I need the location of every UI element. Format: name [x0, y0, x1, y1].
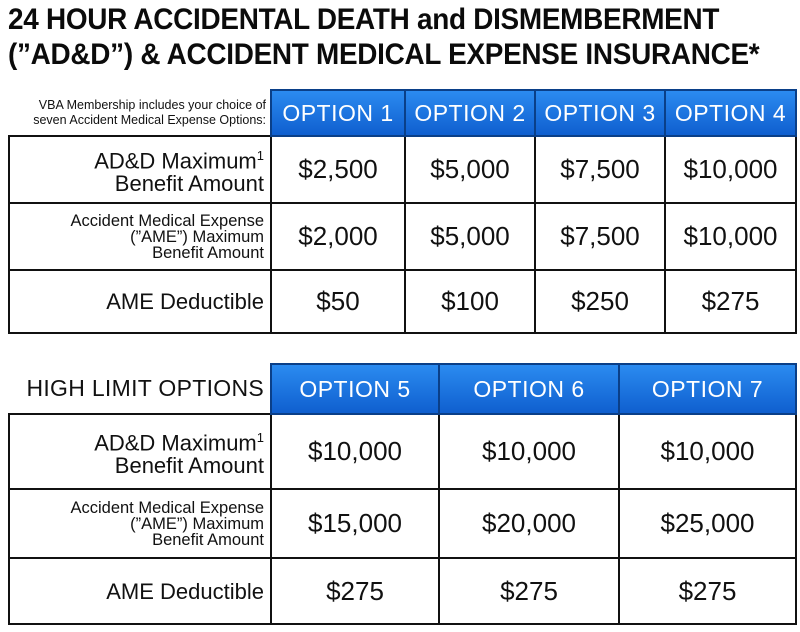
cell-value: $20,000: [439, 489, 619, 558]
header-option-7: OPTION 7: [619, 364, 796, 414]
row-label-line: (”AME”) Maximum: [130, 227, 264, 246]
cell-value: $10,000: [439, 414, 619, 489]
cell-value: $7,500: [535, 203, 665, 270]
intro-line-1: VBA Membership includes your choice of: [38, 97, 266, 112]
cell-value: $275: [665, 270, 796, 333]
header-option-5: OPTION 5: [271, 364, 439, 414]
header-option-1: OPTION 1: [271, 90, 405, 136]
header-option-3: OPTION 3: [535, 90, 665, 136]
row-label-add-maximum: [9, 136, 271, 203]
cell-value: $2,000: [271, 203, 405, 270]
cell-value: $275: [619, 558, 796, 624]
row-label-line: (”AME”) Maximum: [130, 514, 264, 533]
cell-value: $50: [271, 270, 405, 333]
header-option-4: OPTION 4: [665, 90, 796, 136]
footnote-marker: 1: [256, 147, 264, 163]
intro-text: [9, 90, 271, 136]
table-row: [9, 489, 796, 558]
row-label-line: Accident Medical Expense: [70, 498, 264, 517]
title-line-2: (”AD&D”) & ACCIDENT MEDICAL EXPENSE INSURANCE*: [8, 38, 760, 71]
header-row: [9, 90, 796, 136]
table-row: [9, 414, 796, 489]
section-label-high-limit: HIGH LIMIT OPTIONS: [26, 375, 264, 401]
row-label-line: AD&D Maximum: [94, 430, 257, 456]
options-table-standard: [8, 89, 797, 334]
options-table-high-limit: [8, 363, 797, 625]
cell-value: $7,500: [535, 136, 665, 203]
cell-value: $100: [405, 270, 535, 333]
table-row: [9, 136, 796, 203]
footnote-marker: 1: [256, 429, 264, 445]
cell-value: $2,500: [271, 136, 405, 203]
cell-value: $10,000: [665, 203, 796, 270]
cell-value: $275: [439, 558, 619, 624]
row-label-line: Benefit Amount: [152, 530, 264, 549]
cell-value: $275: [271, 558, 439, 624]
row-label-line: Benefit Amount: [114, 453, 264, 479]
table-row: [9, 558, 796, 624]
row-label-line: AD&D Maximum: [94, 148, 257, 174]
row-label-line: Accident Medical Expense: [70, 211, 264, 230]
cell-value: $5,000: [405, 136, 535, 203]
cell-value: $10,000: [665, 136, 796, 203]
header-option-6: OPTION 6: [439, 364, 619, 414]
cell-value: $25,000: [619, 489, 796, 558]
row-label-add-maximum: [9, 414, 271, 489]
row-label-ame-deductible: AME Deductible: [9, 270, 271, 333]
cell-value: $15,000: [271, 489, 439, 558]
cell-value: $10,000: [619, 414, 796, 489]
table-row: [9, 203, 796, 270]
table-row: [9, 270, 796, 333]
title-line-1: 24 HOUR ACCIDENTAL DEATH and DISMEMBERMENT: [8, 3, 720, 36]
intro-line-2: seven Accident Medical Expense Options:: [33, 112, 266, 127]
page-title: [8, 2, 760, 72]
row-label-line: Benefit Amount: [114, 171, 264, 197]
cell-value: $10,000: [271, 414, 439, 489]
row-label-ame-maximum: [9, 203, 271, 270]
header-option-2: OPTION 2: [405, 90, 535, 136]
row-label-ame-deductible: AME Deductible: [9, 558, 271, 624]
row-label-ame-maximum: [9, 489, 271, 558]
header-row: [9, 364, 796, 414]
cell-value: $5,000: [405, 203, 535, 270]
cell-value: $250: [535, 270, 665, 333]
row-label-line: Benefit Amount: [152, 243, 264, 262]
